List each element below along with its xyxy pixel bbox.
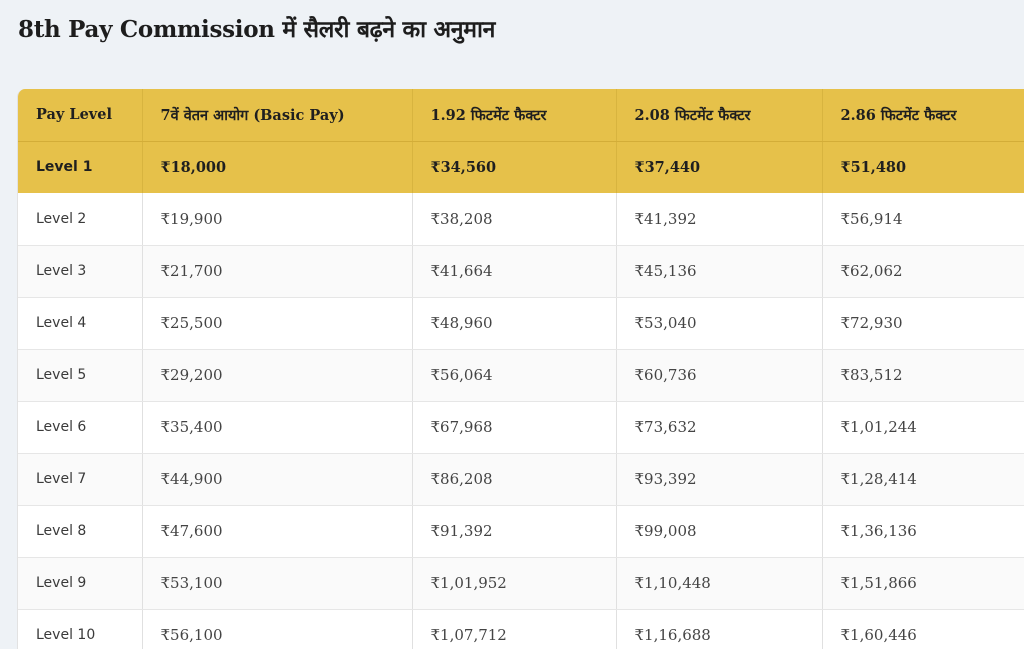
- cell-pay-level: Level 3: [18, 245, 142, 297]
- salary-table: [18, 89, 1024, 649]
- cell-pay-level: Level 6: [18, 401, 142, 453]
- cell-factor-2-08: ₹93,392: [616, 453, 822, 505]
- table-row: [18, 141, 1024, 193]
- cell-factor-2-08: ₹1,10,448: [616, 557, 822, 609]
- cell-pay-level: Level 10: [18, 609, 142, 649]
- cell-factor-1-92: ₹41,664: [412, 245, 616, 297]
- table-header-row: [18, 89, 1024, 141]
- table-row: [18, 245, 1024, 297]
- header-basic-pay: 7वें वेतन आयोग (Basic Pay): [142, 89, 412, 141]
- cell-factor-1-92: ₹86,208: [412, 453, 616, 505]
- cell-factor-1-92: ₹56,064: [412, 349, 616, 401]
- cell-pay-level: Level 9: [18, 557, 142, 609]
- cell-factor-2-08: ₹73,632: [616, 401, 822, 453]
- cell-pay-level: Level 1: [18, 141, 142, 193]
- salary-table-container: [17, 89, 1024, 649]
- cell-factor-2-08: ₹41,392: [616, 193, 822, 245]
- cell-factor-1-92: ₹1,07,712: [412, 609, 616, 649]
- cell-pay-level: Level 8: [18, 505, 142, 557]
- cell-factor-2-08: ₹53,040: [616, 297, 822, 349]
- header-factor-2-86: 2.86 फिटमेंट फैक्टर: [822, 89, 1024, 141]
- cell-factor-1-92: ₹48,960: [412, 297, 616, 349]
- cell-factor-1-92: ₹34,560: [412, 141, 616, 193]
- table-row: [18, 193, 1024, 245]
- cell-factor-2-86: ₹56,914: [822, 193, 1024, 245]
- cell-factor-2-86: ₹51,480: [822, 141, 1024, 193]
- cell-factor-2-86: ₹1,51,866: [822, 557, 1024, 609]
- cell-factor-2-86: ₹72,930: [822, 297, 1024, 349]
- cell-basic-pay: ₹19,900: [142, 193, 412, 245]
- cell-basic-pay: ₹53,100: [142, 557, 412, 609]
- cell-pay-level: Level 4: [18, 297, 142, 349]
- cell-factor-2-08: ₹37,440: [616, 141, 822, 193]
- header-factor-2-08: 2.08 फिटमेंट फैक्टर: [616, 89, 822, 141]
- table-row: [18, 609, 1024, 649]
- cell-factor-1-92: ₹38,208: [412, 193, 616, 245]
- cell-basic-pay: ₹25,500: [142, 297, 412, 349]
- cell-factor-2-86: ₹62,062: [822, 245, 1024, 297]
- cell-factor-1-92: ₹91,392: [412, 505, 616, 557]
- cell-basic-pay: ₹29,200: [142, 349, 412, 401]
- table-row: [18, 297, 1024, 349]
- cell-basic-pay: ₹21,700: [142, 245, 412, 297]
- cell-factor-1-92: ₹67,968: [412, 401, 616, 453]
- cell-factor-2-08: ₹45,136: [616, 245, 822, 297]
- cell-basic-pay: ₹44,900: [142, 453, 412, 505]
- cell-factor-2-08: ₹99,008: [616, 505, 822, 557]
- table-row: [18, 557, 1024, 609]
- cell-basic-pay: ₹56,100: [142, 609, 412, 649]
- cell-factor-2-86: ₹1,01,244: [822, 401, 1024, 453]
- cell-factor-2-86: ₹1,36,136: [822, 505, 1024, 557]
- table-row: [18, 349, 1024, 401]
- cell-factor-2-86: ₹1,60,446: [822, 609, 1024, 649]
- table-row: [18, 453, 1024, 505]
- cell-basic-pay: ₹18,000: [142, 141, 412, 193]
- cell-factor-2-86: ₹83,512: [822, 349, 1024, 401]
- table-row: [18, 505, 1024, 557]
- cell-basic-pay: ₹47,600: [142, 505, 412, 557]
- cell-factor-2-86: ₹1,28,414: [822, 453, 1024, 505]
- cell-factor-1-92: ₹1,01,952: [412, 557, 616, 609]
- header-pay-level: Pay Level: [18, 89, 142, 141]
- header-factor-1-92: 1.92 फिटमेंट फैक्टर: [412, 89, 616, 141]
- cell-pay-level: Level 7: [18, 453, 142, 505]
- cell-pay-level: Level 5: [18, 349, 142, 401]
- cell-factor-2-08: ₹1,16,688: [616, 609, 822, 649]
- table-row: [18, 401, 1024, 453]
- cell-pay-level: Level 2: [18, 193, 142, 245]
- cell-factor-2-08: ₹60,736: [616, 349, 822, 401]
- cell-basic-pay: ₹35,400: [142, 401, 412, 453]
- page-title: 8th Pay Commission में सैलरी बढ़ने का अनुमान: [18, 16, 496, 43]
